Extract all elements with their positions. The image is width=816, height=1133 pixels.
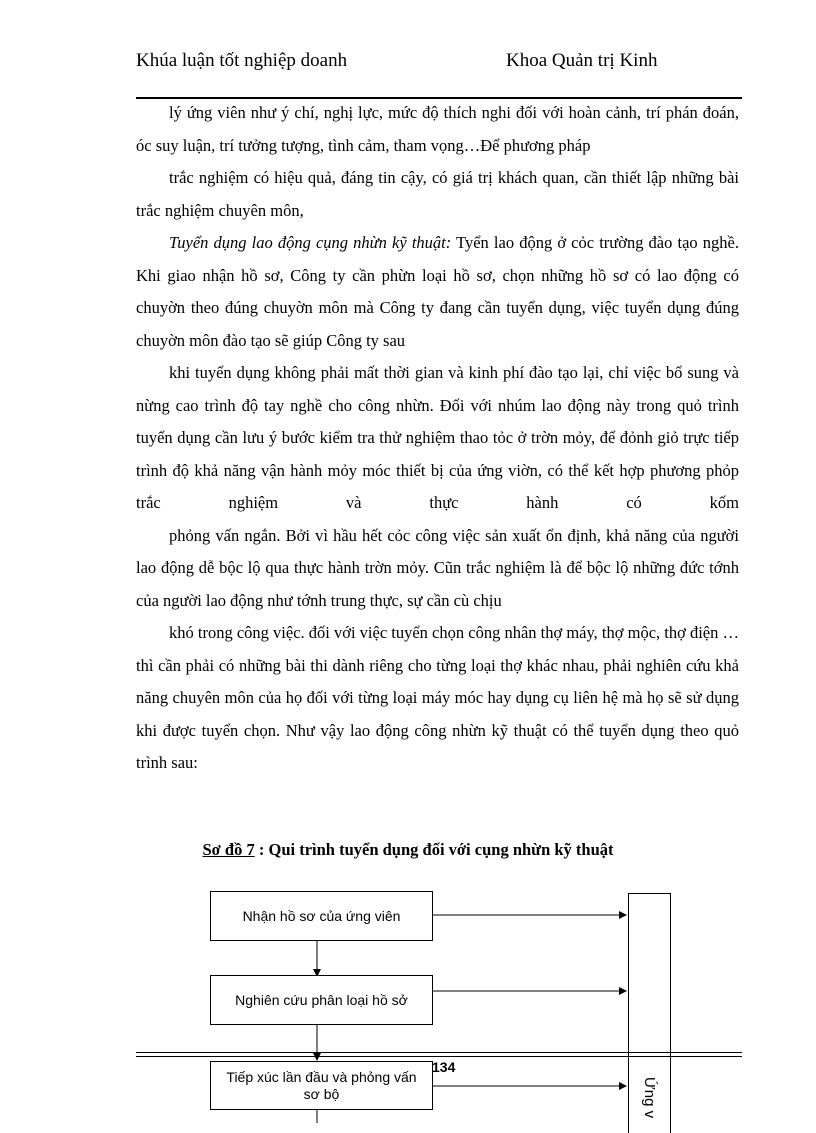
paragraph: lý ứng viên như ý chí, nghị lực, mức độ thích nghi đối với hoàn cảnh, trí phán đoán, óc suy luận, trí tưởng tượng, tình cảm, tham vọng…Để phương pháp [136, 103, 739, 155]
header-left: Khúa luận tốt nghiệp doanh [136, 50, 348, 71]
paragraph-text: Tyển lao động ở cỏc trường đào tạo nghề. Khi giao nhận hồ sơ, Công ty cần phừn loại hồ sơ, chọn những hồ sơ có lao động có chuyờn theo đúng chuyờn môn mà Công ty đang cần tuyển dụng, việc tuyển dụng đúng chuyờn môn đào tạo sẽ giúp Công ty sau [136, 233, 739, 350]
caption-text: : Qui trình tuyển dụng đối với cụng nhừn kỹ thuật [254, 840, 614, 859]
step-receive-applications [210, 891, 433, 941]
step-classify-applications [210, 975, 433, 1025]
paragraph: phỏng vấn ngắn. Bởi vì hầu hết cỏc công việc sản xuất ổn định, khả năng của người lao động dễ bộc lộ qua thực hành trờn mỏy. Cũn trắc nghiệm là để bộc lộ những đức tớnh của người lao động như tớnh trung thực, sự cần cù chịu [136, 525, 739, 610]
page-number: 134 [432, 1059, 456, 1075]
paragraph: khó trong công việc. đối với việc tuyển chọn công nhân thợ máy, thợ mộc, thợ điện … thì cần phải có những bài thi dành riêng cho từng loại thợ khác nhau, phải nghiên cứu khả năng chuyên môn của họ đối với từng loại máy móc hay dụng cụ liên hệ mà họ sẽ sử dụng khi được tuyển chọn. Như vậy lao động công nhừn kỹ thuật có thể tuyển dụng theo quỏ trình sau: [136, 623, 739, 772]
paragraph: khi tuyển dụng không phải mất thời gian và kinh phí đào tạo lại, chỉ việc bổ sung và nừng cao trình độ tay nghề cho công nhừn. Đối với nhúm lao động này trong quỏ trình tuyển dụng cần lưu ý bước kiểm tra thử nghiệm thao tỏc ở trờn mỏy, để đỏnh giỏ trực tiếp trình độ khả năng vận hành mỏy móc thiết bị của ứng viờn, có thể kết hợp phương phỏp trắc nghiệm và thực hành có kốm [136, 363, 739, 512]
step-label: Nhận hồ sơ của ứng viên [242, 907, 401, 924]
emphasis-heading: Tuyển dụng lao động cụng nhừn kỹ thuật: [169, 233, 452, 252]
caption-label: Sơ đồ 7 [202, 840, 255, 859]
step-label: Nghiên cứu phân loại hồ sở [235, 991, 408, 1008]
footer-rule [136, 1052, 742, 1053]
step-initial-interview [210, 1061, 433, 1110]
paragraph: trắc nghiệm có hiệu quả, đáng tin cậy, có giá trị khách quan, cần thiết lập những bài trắc nghiệm chuyên môn, [136, 168, 739, 220]
footer-rule [136, 1056, 742, 1057]
header-right: Khoa Quản trị Kinh [506, 50, 658, 71]
step-label: Tiếp xúc lần đầu và phỏng vấn sơ bộ [226, 1068, 417, 1102]
candidate-side-label: Ứng v [641, 1077, 658, 1119]
